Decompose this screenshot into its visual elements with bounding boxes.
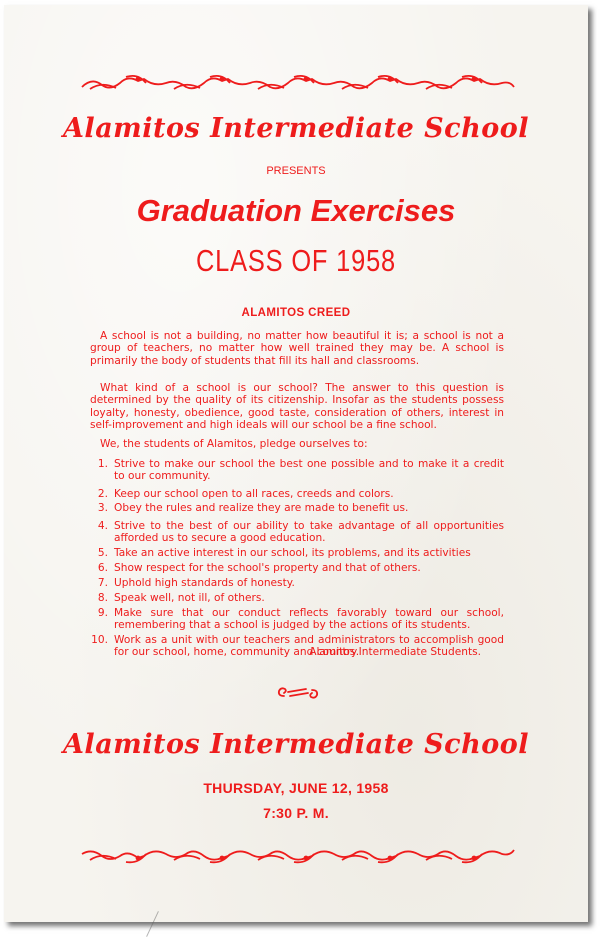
pledge-number: 9. xyxy=(97,606,108,619)
pledge-list xyxy=(90,458,504,661)
school-name-footer: Alamitos Intermediate School xyxy=(62,729,529,760)
creed-paragraph: What kind of a school is our school? The answer to this question is determined by the quality of its citizenship. Insofar as the students possess loyalty, honesty, obedience, good taste, consideration of others, interest in self-improvement and high ideals will our school be a fine school. xyxy=(90,382,504,431)
pledge-item xyxy=(90,607,504,632)
pledge-number: 5. xyxy=(97,546,108,559)
event-title: Graduation Exercises xyxy=(136,193,456,228)
pledge-number: 1. xyxy=(97,458,108,470)
event-date: THURSDAY, JUNE 12, 1958 xyxy=(203,780,389,796)
event-time: 7:30 P. M. xyxy=(263,805,329,821)
pledge-number: 10. xyxy=(91,633,108,646)
creed-signature: Alamitos Intermediate Students. xyxy=(309,646,481,658)
pledge-text: Take an active interest in our school, its problems, and its activities xyxy=(114,546,471,559)
pledge-item xyxy=(90,577,504,589)
pencil-mark xyxy=(146,911,159,937)
flourish-icon xyxy=(276,685,320,701)
pledge-item xyxy=(90,488,504,500)
class-year-heading: CLASS OF 1958 xyxy=(195,243,397,278)
pledge-number: 4. xyxy=(97,519,108,532)
pledge-item xyxy=(90,502,504,514)
scroll-ribbon-border-icon xyxy=(80,71,516,93)
pledge-item xyxy=(90,458,504,483)
pledge-text: Work as a unit with our teachers and administrators to accomplish good for our school, home, community and country. xyxy=(114,633,504,659)
creed-heading: ALAMITOS CREED xyxy=(241,307,351,319)
pledge-text: Keep our school open to all races, creeds and colors. xyxy=(114,487,394,500)
school-name-heading: Alamitos Intermediate School xyxy=(62,113,529,144)
pledge-number: 2. xyxy=(97,487,108,500)
pledge-text: Speak well, not ill, of others. xyxy=(114,591,265,604)
pledge-item xyxy=(90,520,504,545)
creed-paragraph: A school is not a building, no matter how beautiful it is; a school is not a group of teachers, no matter how well trained they may be. A school is primarily the body of students that fill its hall and classrooms. xyxy=(90,330,504,367)
pledge-item xyxy=(90,592,504,604)
scroll-ribbon-border-icon xyxy=(80,844,516,866)
pledge-intro: We, the students of Alamitos, pledge ourselves to: xyxy=(100,438,368,450)
pledge-text: Strive to the best of our ability to take advantage of all opportunities afforded us to secure a good education. xyxy=(114,519,504,545)
pledge-text: Uphold high standards of honesty. xyxy=(114,576,295,589)
program-page xyxy=(4,5,588,922)
pledge-number: 3. xyxy=(97,502,108,515)
pledge-number: 6. xyxy=(97,561,108,574)
pledge-number: 7. xyxy=(97,576,108,589)
presents-label: PRESENTS xyxy=(266,165,326,177)
pledge-text: Strive to make our school the best one possible and to make it a credit to our community. xyxy=(114,458,504,483)
pledge-item xyxy=(90,547,504,559)
pledge-item xyxy=(90,562,504,574)
pledge-text: Show respect for the school's property and that of others. xyxy=(114,561,421,574)
pledge-number: 8. xyxy=(97,591,108,604)
pledge-text: Obey the rules and realize they are made to benefit us. xyxy=(114,502,409,515)
pledge-text: Make sure that our conduct reflects favorably toward our school, remembering that a school is judged by the actions of its students. xyxy=(114,606,504,631)
